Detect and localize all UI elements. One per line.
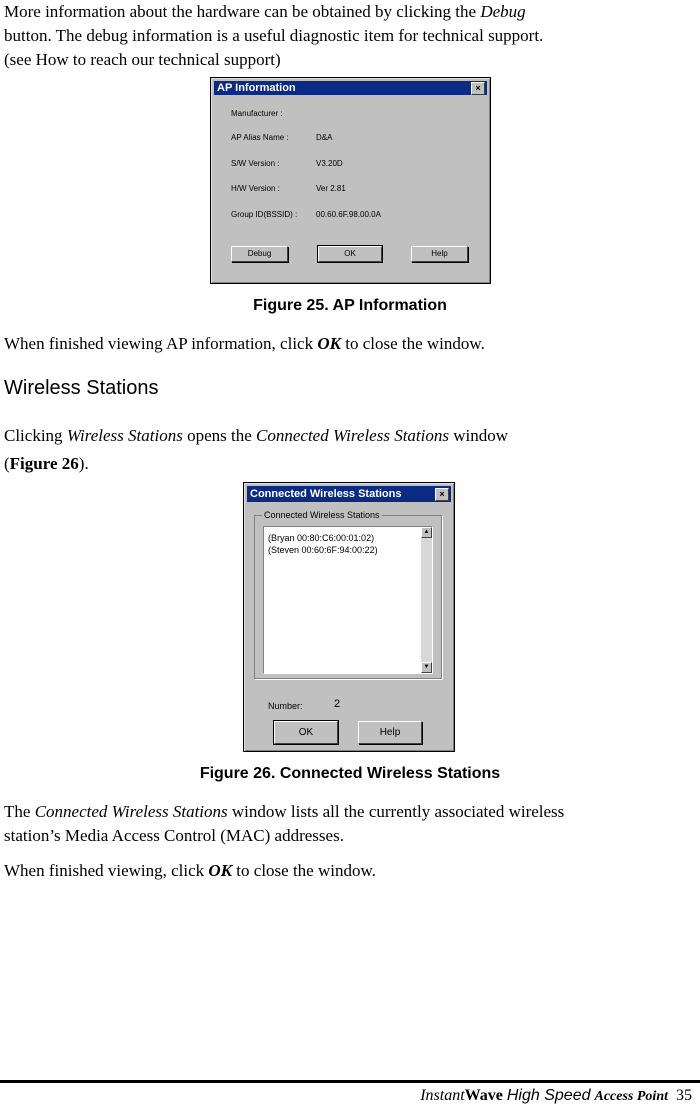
after-ap-paragraph [4, 332, 485, 356]
after-cws-post: to close the window. [232, 861, 376, 880]
desc-term: Connected Wireless Stations [34, 802, 228, 821]
alias-name-value: D&A [316, 133, 333, 142]
vertical-scrollbar[interactable] [421, 527, 432, 673]
ref-open: ( [4, 454, 10, 473]
figure-26-ref: Figure 26 [9, 454, 79, 473]
sw-version-value: V3.20D [316, 159, 343, 168]
ok-button[interactable]: OK [318, 246, 382, 262]
intro-line2: button. The debug information is a useful diagnostic item for technical support. [4, 26, 544, 45]
desc-line2: station’s Media Access Control (MAC) addresses. [4, 826, 344, 845]
page-footer [420, 1087, 692, 1105]
ok-term: OK [317, 334, 341, 353]
footer-brand-bold: Wave [464, 1087, 503, 1104]
ap-information-dialog [210, 77, 491, 284]
description-paragraph [4, 800, 564, 848]
number-value: 2 [334, 698, 341, 710]
after-ap-pre: When finished viewing AP information, click [4, 334, 318, 353]
ok-button[interactable]: OK [274, 721, 338, 744]
help-button[interactable]: Help [411, 246, 468, 262]
intro-paragraph [4, 0, 543, 72]
desc-post: window lists all the currently associated wireless [227, 802, 565, 821]
stations-list [268, 532, 378, 556]
stations-listbox[interactable] [263, 526, 433, 674]
close-icon[interactable]: × [435, 488, 449, 501]
number-label: Number: [268, 701, 303, 711]
page-number: 35 [676, 1087, 692, 1104]
group-label: Connected Wireless Stations [264, 510, 380, 520]
scroll-up-icon[interactable]: ▲ [421, 527, 432, 538]
help-button[interactable]: Help [358, 721, 422, 744]
figure-ref-line [4, 454, 89, 473]
stations-post: window [448, 426, 509, 445]
after-ap-post: to close the window. [340, 334, 485, 353]
debug-term: Debug [480, 2, 526, 21]
footer-rule [0, 1080, 700, 1083]
footer-brand-italic: Instant [420, 1087, 465, 1104]
ref-close: ). [78, 454, 89, 473]
intro-line1: More information about the hardware can be obtained by clicking the [4, 2, 481, 21]
footer-product-bold: Access Point [594, 1089, 668, 1104]
ap-dialog-titlebar [214, 81, 487, 95]
footer-product-sans: High Speed [506, 1087, 591, 1104]
manufacturer-label: Manufacturer : [231, 109, 283, 118]
intro-line3: (see How to reach our technical support) [4, 50, 281, 69]
after-cws-pre: When finished viewing, click [4, 861, 209, 880]
hw-version-value: Ver 2.81 [316, 184, 346, 193]
debug-button[interactable]: Debug [231, 246, 288, 262]
list-item[interactable]: (Steven 00:60:6F:94:00:22) [268, 545, 378, 555]
alias-name-label: AP Alias Name : [231, 133, 289, 142]
bssid-value: 00.60.6F.98.00.0A [316, 210, 381, 219]
after-cws-paragraph [4, 859, 376, 883]
figure-26-caption: Figure 26. Connected Wireless Stations [199, 765, 501, 782]
ap-dialog-title: AP Information [217, 82, 296, 94]
hw-version-label: H/W Version : [231, 184, 280, 193]
stations-mid: opens the [182, 426, 257, 445]
sw-version-label: S/W Version : [231, 159, 280, 168]
section-heading: Wireless Stations [4, 377, 159, 399]
cws-titlebar [247, 486, 451, 502]
list-item[interactable]: (Bryan 00:80:C6:00:01:02) [268, 533, 375, 543]
figure-25-caption: Figure 25. AP Information [253, 297, 447, 314]
ok-term: OK [208, 861, 233, 880]
stations-intro-paragraph [4, 424, 508, 472]
scroll-down-icon[interactable]: ▼ [421, 662, 432, 673]
close-icon[interactable]: × [471, 82, 485, 95]
stations-pre: Clicking [4, 426, 67, 445]
desc-pre: The [4, 802, 35, 821]
cws-title: Connected Wireless Stations [250, 488, 402, 500]
connected-stations-dialog [243, 482, 455, 752]
bssid-label: Group ID(BSSID) : [231, 210, 298, 219]
wireless-stations-term: Wireless Stations [66, 426, 183, 445]
connected-stations-term: Connected Wireless Stations [256, 426, 449, 445]
